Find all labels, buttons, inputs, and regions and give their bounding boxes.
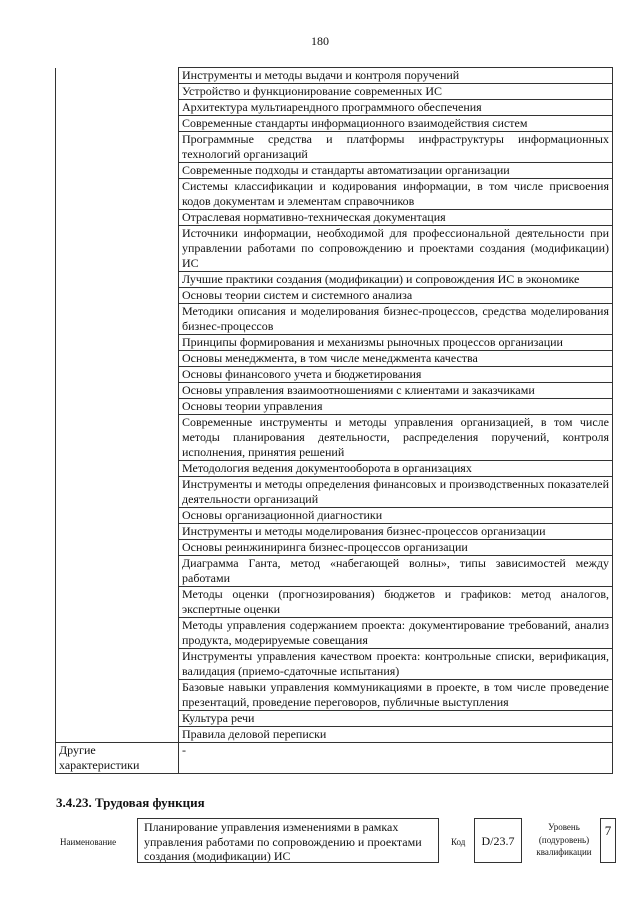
knowledge-table [55,67,613,774]
knowledge-item: Программные средства и платформы инфраструктуры информационных технологий организаций [179,132,613,163]
qualification-level-label: Уровень (подуровень) квалификации [536,822,592,857]
knowledge-item: Основы реинжиниринга бизнес-процессов организации [179,540,613,556]
function-code: D/23.7 [474,818,522,863]
knowledge-table-body [56,68,613,774]
knowledge-item: Инструменты и методы выдачи и контроля поручений [179,68,613,84]
knowledge-item: Методы управления содержанием проекта: документирование требований, анализ продукта, модерируемые совещания [179,618,613,649]
knowledge-item: Базовые навыки управления коммуникациями в проекте, в том числе проведение презентаций, проведение переговоров, публичные выступления [179,680,613,711]
knowledge-item: Принципы формирования и механизмы рыночных процессов организации [179,335,613,351]
qualification-level-value: 7 [600,818,616,863]
knowledge-item: Устройство и функционирование современных ИС [179,84,613,100]
knowledge-item: Инструменты и методы моделирования бизнес-процессов организации [179,524,613,540]
category-cell [56,68,179,743]
knowledge-item: Правила деловой переписки [179,727,613,743]
knowledge-item: Современные стандарты информационного взаимодействия систем [179,116,613,132]
function-name: Планирование управления изменениями в рамках управления работами по сопровождению и проектами создания (модификации) ИС [137,818,439,863]
knowledge-item: Архитектура мультиарендного программного обеспечения [179,100,613,116]
knowledge-item: Основы теории систем и системного анализа [179,288,613,304]
page-number: 180 [311,34,329,48]
knowledge-item: Основы управления взаимоотношениями с клиентами и заказчиками [179,383,613,399]
knowledge-item: Методики описания и моделирования бизнес-процессов, средства моделирования бизнес-процессов [179,304,613,335]
knowledge-item: Источники информации, необходимой для профессиональной деятельности при управлении работами по сопровождению и проектами создания (модификации) ИС [179,226,613,272]
knowledge-item: Культура речи [179,711,613,727]
knowledge-item: Инструменты и методы определения финансовых и производственных показателей деятельности организаций [179,477,613,508]
knowledge-item: Методы оценки (прогнозирования) бюджетов и графиков: метод аналогов, экспертные оценки [179,587,613,618]
knowledge-item: Современные подходы и стандарты автоматизации организации [179,163,613,179]
knowledge-item: Системы классификации и кодирования информации, в том числе присвоения кодов документам и элементам справочников [179,179,613,210]
knowledge-item: Отраслевая нормативно-техническая документация [179,210,613,226]
knowledge-item: Лучшие практики создания (модификации) и сопровождения ИС в экономике [179,272,613,288]
knowledge-item: Инструменты управления качеством проекта: контрольные списки, верификация, валидация (приемо-сдаточные испытания) [179,649,613,680]
section-heading: 3.4.23. Трудовая функция [56,795,205,810]
knowledge-item: Современные инструменты и методы управления организацией, в том числе методы планирования деятельности, распределения поручений, контроля исполнения, принятия решений [179,415,613,461]
table-row-other [56,743,613,774]
table-row [56,68,613,84]
code-label: Код [451,837,466,847]
knowledge-item: Основы финансового учета и бюджетирования [179,367,613,383]
knowledge-item: Основы теории управления [179,399,613,415]
other-characteristics-value: - [179,743,613,774]
knowledge-item: Диаграмма Ганта, метод «набегающей волны», типы зависимостей между работами [179,556,613,587]
knowledge-item: Основы организационной диагностики [179,508,613,524]
knowledge-item: Основы менеджмента, в том числе менеджмента качества [179,351,613,367]
other-characteristics-label: Другие характеристики [56,743,179,774]
name-label: Наименование [60,837,117,847]
knowledge-item: Методология ведения документооборота в организациях [179,461,613,477]
